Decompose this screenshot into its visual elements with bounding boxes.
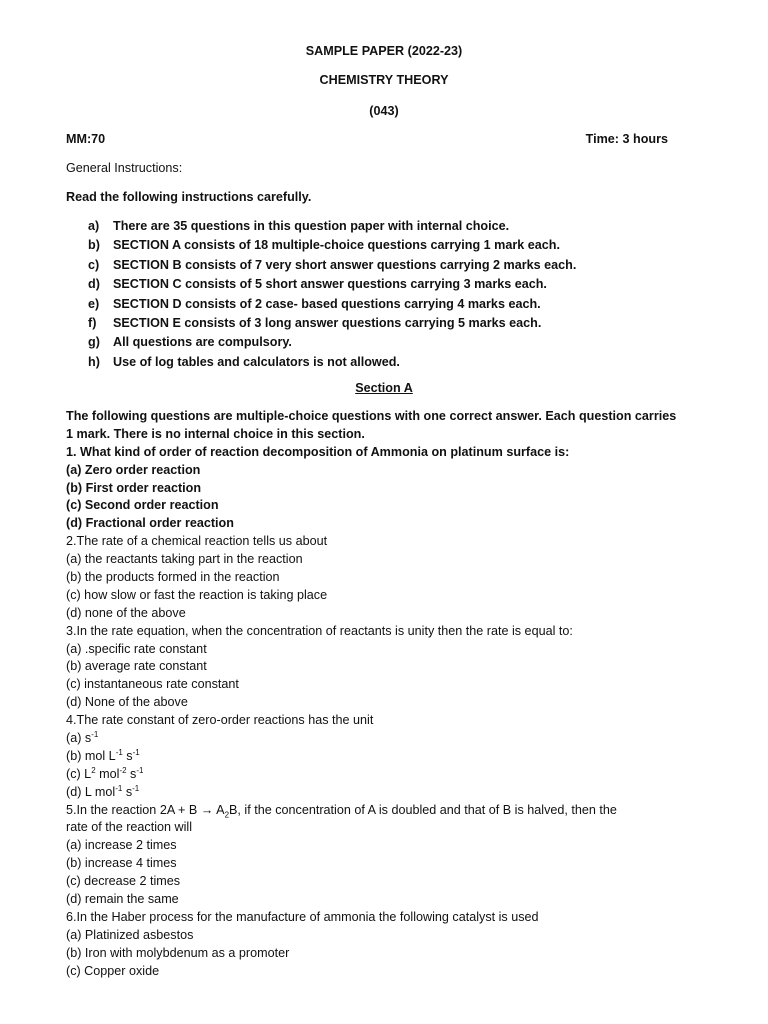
instruction-item: [88, 314, 576, 333]
option: (c) decrease 2 times: [66, 874, 181, 889]
instruction-marker: a): [88, 219, 100, 233]
section-a-heading: Section A: [355, 381, 413, 395]
paper-subject: CHEMISTRY THEORY: [319, 73, 449, 87]
option: [66, 730, 716, 748]
instruction-text: There are 35 questions in this question paper with internal choice.: [113, 219, 510, 233]
question-1: 1. What kind of order of reaction decomposition of Ammonia on platinum surface is:: [66, 444, 570, 459]
unit-text: (a) s: [66, 731, 92, 746]
section-intro-line: The following questions are multiple-choice questions with one correct answer. Each question carries: [66, 409, 677, 423]
instruction-text: SECTION C consists of 5 short answer questions carrying 3 marks each.: [113, 277, 547, 292]
exponent: -1: [91, 729, 99, 739]
option: (a) the reactants taking part in the reaction: [66, 552, 303, 567]
option: (d) Fractional order reaction: [66, 516, 234, 531]
instruction-text: SECTION D consists of 2 case- based questions carrying 4 marks each.: [113, 296, 541, 311]
instructions-list: [88, 217, 576, 372]
option: (b) increase 4 times: [66, 856, 177, 871]
paper-code: (043): [369, 104, 399, 118]
exponent: -1: [132, 747, 140, 757]
option: (c) instantaneous rate constant: [66, 677, 239, 692]
question-text: B, if the concentration of A is doubled and that of B is halved, then the: [229, 802, 617, 817]
time-allowed: Time: 3 hours: [585, 132, 668, 146]
instruction-text: SECTION B consists of 7 very short answer questions carrying 2 marks each.: [113, 257, 577, 272]
option: (d) remain the same: [66, 892, 179, 907]
unit-text: (b) mol L: [66, 748, 116, 763]
option: (a) .specific rate constant: [66, 641, 207, 656]
instruction-text: Use of log tables and calculators is not allowed.: [113, 354, 400, 369]
instruction-marker: f): [88, 315, 97, 330]
exponent: -1: [136, 765, 144, 775]
question-4: 4.The rate constant of zero-order reactions has the unit: [66, 713, 374, 728]
instruction-item: [88, 217, 576, 236]
option: (b) the products formed in the reaction: [66, 570, 280, 585]
instruction-item: [88, 353, 576, 372]
section-intro-line: 1 mark. There is no internal choice in this section.: [66, 426, 365, 441]
question-5-continued: rate of the reaction will: [66, 820, 192, 835]
instruction-item: [88, 275, 576, 294]
option: (a) increase 2 times: [66, 838, 177, 853]
exponent: 2: [91, 765, 96, 775]
instruction-text: SECTION A consists of 18 multiple-choice questions carrying 1 mark each.: [113, 238, 560, 253]
unit-text: (d) L mol: [66, 784, 116, 799]
general-instructions-label: General Instructions:: [66, 161, 183, 175]
option: (d) None of the above: [66, 695, 188, 710]
instruction-marker: d): [88, 277, 100, 292]
instruction-item: [88, 333, 576, 352]
option: (c) Copper oxide: [66, 963, 160, 978]
read-instructions: Read the following instructions carefully.: [66, 190, 312, 204]
option: (b) Iron with molybdenum as a promoter: [66, 945, 290, 960]
instruction-marker: b): [88, 238, 100, 253]
instruction-item: [88, 236, 576, 255]
instruction-item: [88, 295, 576, 314]
option: (b) First order reaction: [66, 480, 202, 495]
instruction-marker: c): [88, 257, 100, 272]
option: (a) Platinized asbestos: [66, 927, 194, 942]
instruction-text: All questions are compulsory.: [113, 335, 292, 350]
subscript: 2: [224, 810, 230, 820]
instruction-marker: e): [88, 296, 100, 311]
exponent: -1: [115, 747, 123, 757]
unit-text: s: [126, 766, 137, 781]
instruction-item: [88, 256, 576, 275]
instruction-text: SECTION E consists of 3 long answer questions carrying 5 marks each.: [113, 315, 542, 330]
question-text: 5.In the reaction 2A + B → A: [66, 802, 225, 817]
instruction-marker: h): [88, 354, 100, 369]
exponent: -2: [119, 765, 127, 775]
unit-text: s: [122, 748, 133, 763]
unit-text: mol: [95, 766, 120, 781]
paper-title: SAMPLE PAPER (2022-23): [305, 44, 463, 58]
question-2: 2.The rate of a chemical reaction tells us about: [66, 534, 328, 549]
question-3: 3.In the rate equation, when the concentration of reactants is unity then the rate is equal to:: [66, 623, 573, 638]
option: (d) none of the above: [66, 605, 186, 620]
option: (b) average rate constant: [66, 659, 207, 674]
option: [66, 748, 716, 766]
option: (a) Zero order reaction: [66, 462, 201, 477]
question-5: [66, 802, 716, 820]
option: (c) Second order reaction: [66, 498, 219, 513]
exponent: -1: [132, 783, 140, 793]
max-marks: MM:70: [66, 132, 106, 146]
exponent: -1: [115, 783, 123, 793]
option: [66, 766, 716, 784]
section-a-body: [66, 408, 716, 981]
unit-text: (c) L: [66, 766, 92, 781]
option: [66, 784, 716, 802]
option: (c) how slow or fast the reaction is taking place: [66, 587, 328, 602]
unit-text: s: [122, 784, 133, 799]
question-6: 6.In the Haber process for the manufacture of ammonia the following catalyst is used: [66, 909, 539, 924]
instruction-marker: g): [88, 335, 100, 350]
